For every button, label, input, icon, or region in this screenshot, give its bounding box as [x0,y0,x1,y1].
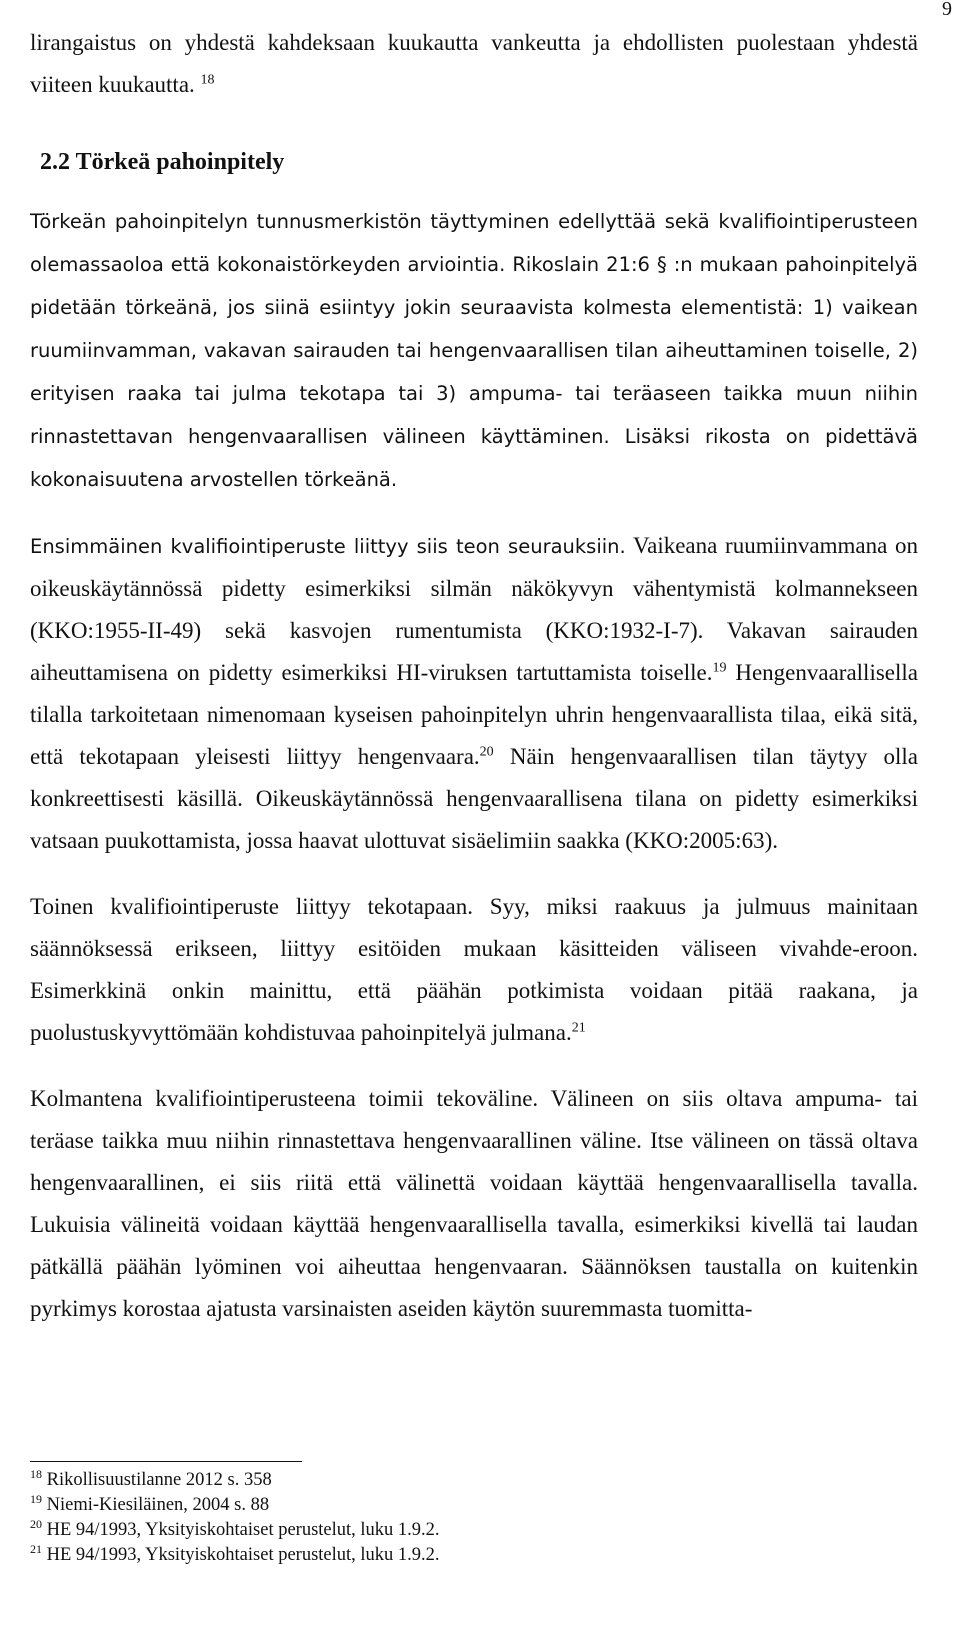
footnote-item [30,1518,440,1543]
footnote-number: 20 [30,1516,42,1531]
paragraph-2-text-c: Näin hengenvaarallisen tilan täytyy olla konkreettisesti käsillä. Oikeuskäytännössä hengenvaarallisena tilana on pidetty esimerkiksi vatsaan puukottamista, jossa haavat ulottuvat sisäelimiin saakka (KKO:2005:63). [30,744,919,853]
footnote-item [30,1468,440,1493]
paragraph-1-text: Törkeän pahoinpitelyn tunnusmerkistön täyttyminen edellyttää sekä kvalifiointiperusteen olemassaoloa että kokonaistörkeyden arviointia. Rikoslain 21:6 § :n mukaan pahoinpitelyä pidetään törkeänä, jos siinä esiintyy jokin seuraavista kolmesta elementistä: 1) vaikean ruumiinvamman, vakavan sairauden tai hengenvaarallisen tilan aiheuttaminen toiselle, 2) erityisen raaka tai julma tekotapa tai 3) ampuma- tai teräaseen taikka muun niihin rinnastettavan hengenvaarallisen välineen käyttäminen. Lisäksi rikosta on pidettävä kokonaisuutena arvostellen törkeänä. [30,210,918,491]
footnote-text: HE 94/1993, Yksityiskohtaiset perustelut, luku 1.9.2. [46,1520,440,1540]
footnote-text: Niemi-Kiesiläinen, 2004 s. 88 [46,1495,270,1515]
intro-paragraph [30,22,918,106]
footnotes [30,1468,440,1568]
footnote-separator [30,1461,302,1462]
paragraph-4 [30,1078,918,1330]
paragraph-2-text-a: Vaikeana ruumiinvammana on oikeuskäytännössä pidetty esimerkiksi silmän näkökyvyn vähentymistä kolmannekseen (KKO:1955-II-49) sekä kasvojen rumentumista (KKO:1932-I-7). Vakavan sairauden aiheuttamisena on pidetty esimerkiksi HI-viruksen tartuttamista toiselle. [30,533,918,685]
footnote-item [30,1543,440,1568]
footnote-ref-21: 21 [571,1020,586,1036]
page-number: 9 [942,0,952,20]
footnote-text: Rikollisuustilanne 2012 s. 358 [46,1470,272,1490]
footnote-item [30,1493,440,1518]
paragraph-3-text: Toinen kvalifiointiperuste liittyy tekotapaan. Syy, miksi raakuus ja julmuus mainitaan säännöksessä erikseen, liittyy esitöiden mukaan käsitteiden väliseen vivahde-eroon. Esimerkkinä onkin mainittu, että päähän potkimista voidaan pitää raakana, ja puolustuskyvyttömään kohdistuvaa pahoinpitelyä julmana. [30,894,918,1045]
footnote-text: HE 94/1993, Yksityiskohtaiset perustelut, luku 1.9.2. [46,1545,440,1565]
paragraph-3 [30,886,918,1054]
footnote-ref-19: 19 [712,660,727,676]
footnote-number: 19 [30,1491,42,1506]
footnote-number: 18 [30,1466,42,1481]
paragraph-2-lead: Ensimmäinen kvalifiointiperuste liittyy siis teon seurauksiin. [30,535,626,558]
footnote-number: 21 [30,1541,42,1556]
paragraph-2-text-b: Hengenvaarallisella tilalla tarkoitetaan nimenomaan kyseisen pahoinpitelyn uhrin hengenvaarallista tilaa, eikä sitä, että tekotapaan yleisesti liittyy hengenvaara. [30,660,918,769]
paragraph-4-text: Kolmantena kvalifiointiperusteena toimii tekoväline. Välineen on siis oltava ampuma- tai teräase taikka muu niihin rinnastettava hengenvaarallinen väline. Itse välineen on tässä oltava hengenvaarallinen, ei siis riitä että välinettä voidaan käyttää hengenvaarallisella tavalla. Lukuisia välineitä voidaan käyttää hengenvaarallisella tavalla, esimerkiksi kivellä tai laudan pätkällä päähän lyöminen voi aiheuttaa hengenvaaran. Säännöksen taustalla on kuitenkin pyrkimys korostaa ajatusta varsinaisten aseiden käytön suuremmasta tuomitta- [30,1086,918,1321]
paragraph-2 [30,525,918,862]
document-body [30,22,918,1330]
footnote-ref-20: 20 [479,744,494,760]
section-heading: 2.2 Törkeä pahoinpitely [40,149,285,175]
intro-text: lirangaistus on yhdestä kahdeksaan kuukautta vankeutta ja ehdollisten puolestaan yhdestä viiteen kuukautta. [30,30,918,97]
footnote-ref-18: 18 [200,72,215,88]
paragraph-1 [30,200,918,501]
